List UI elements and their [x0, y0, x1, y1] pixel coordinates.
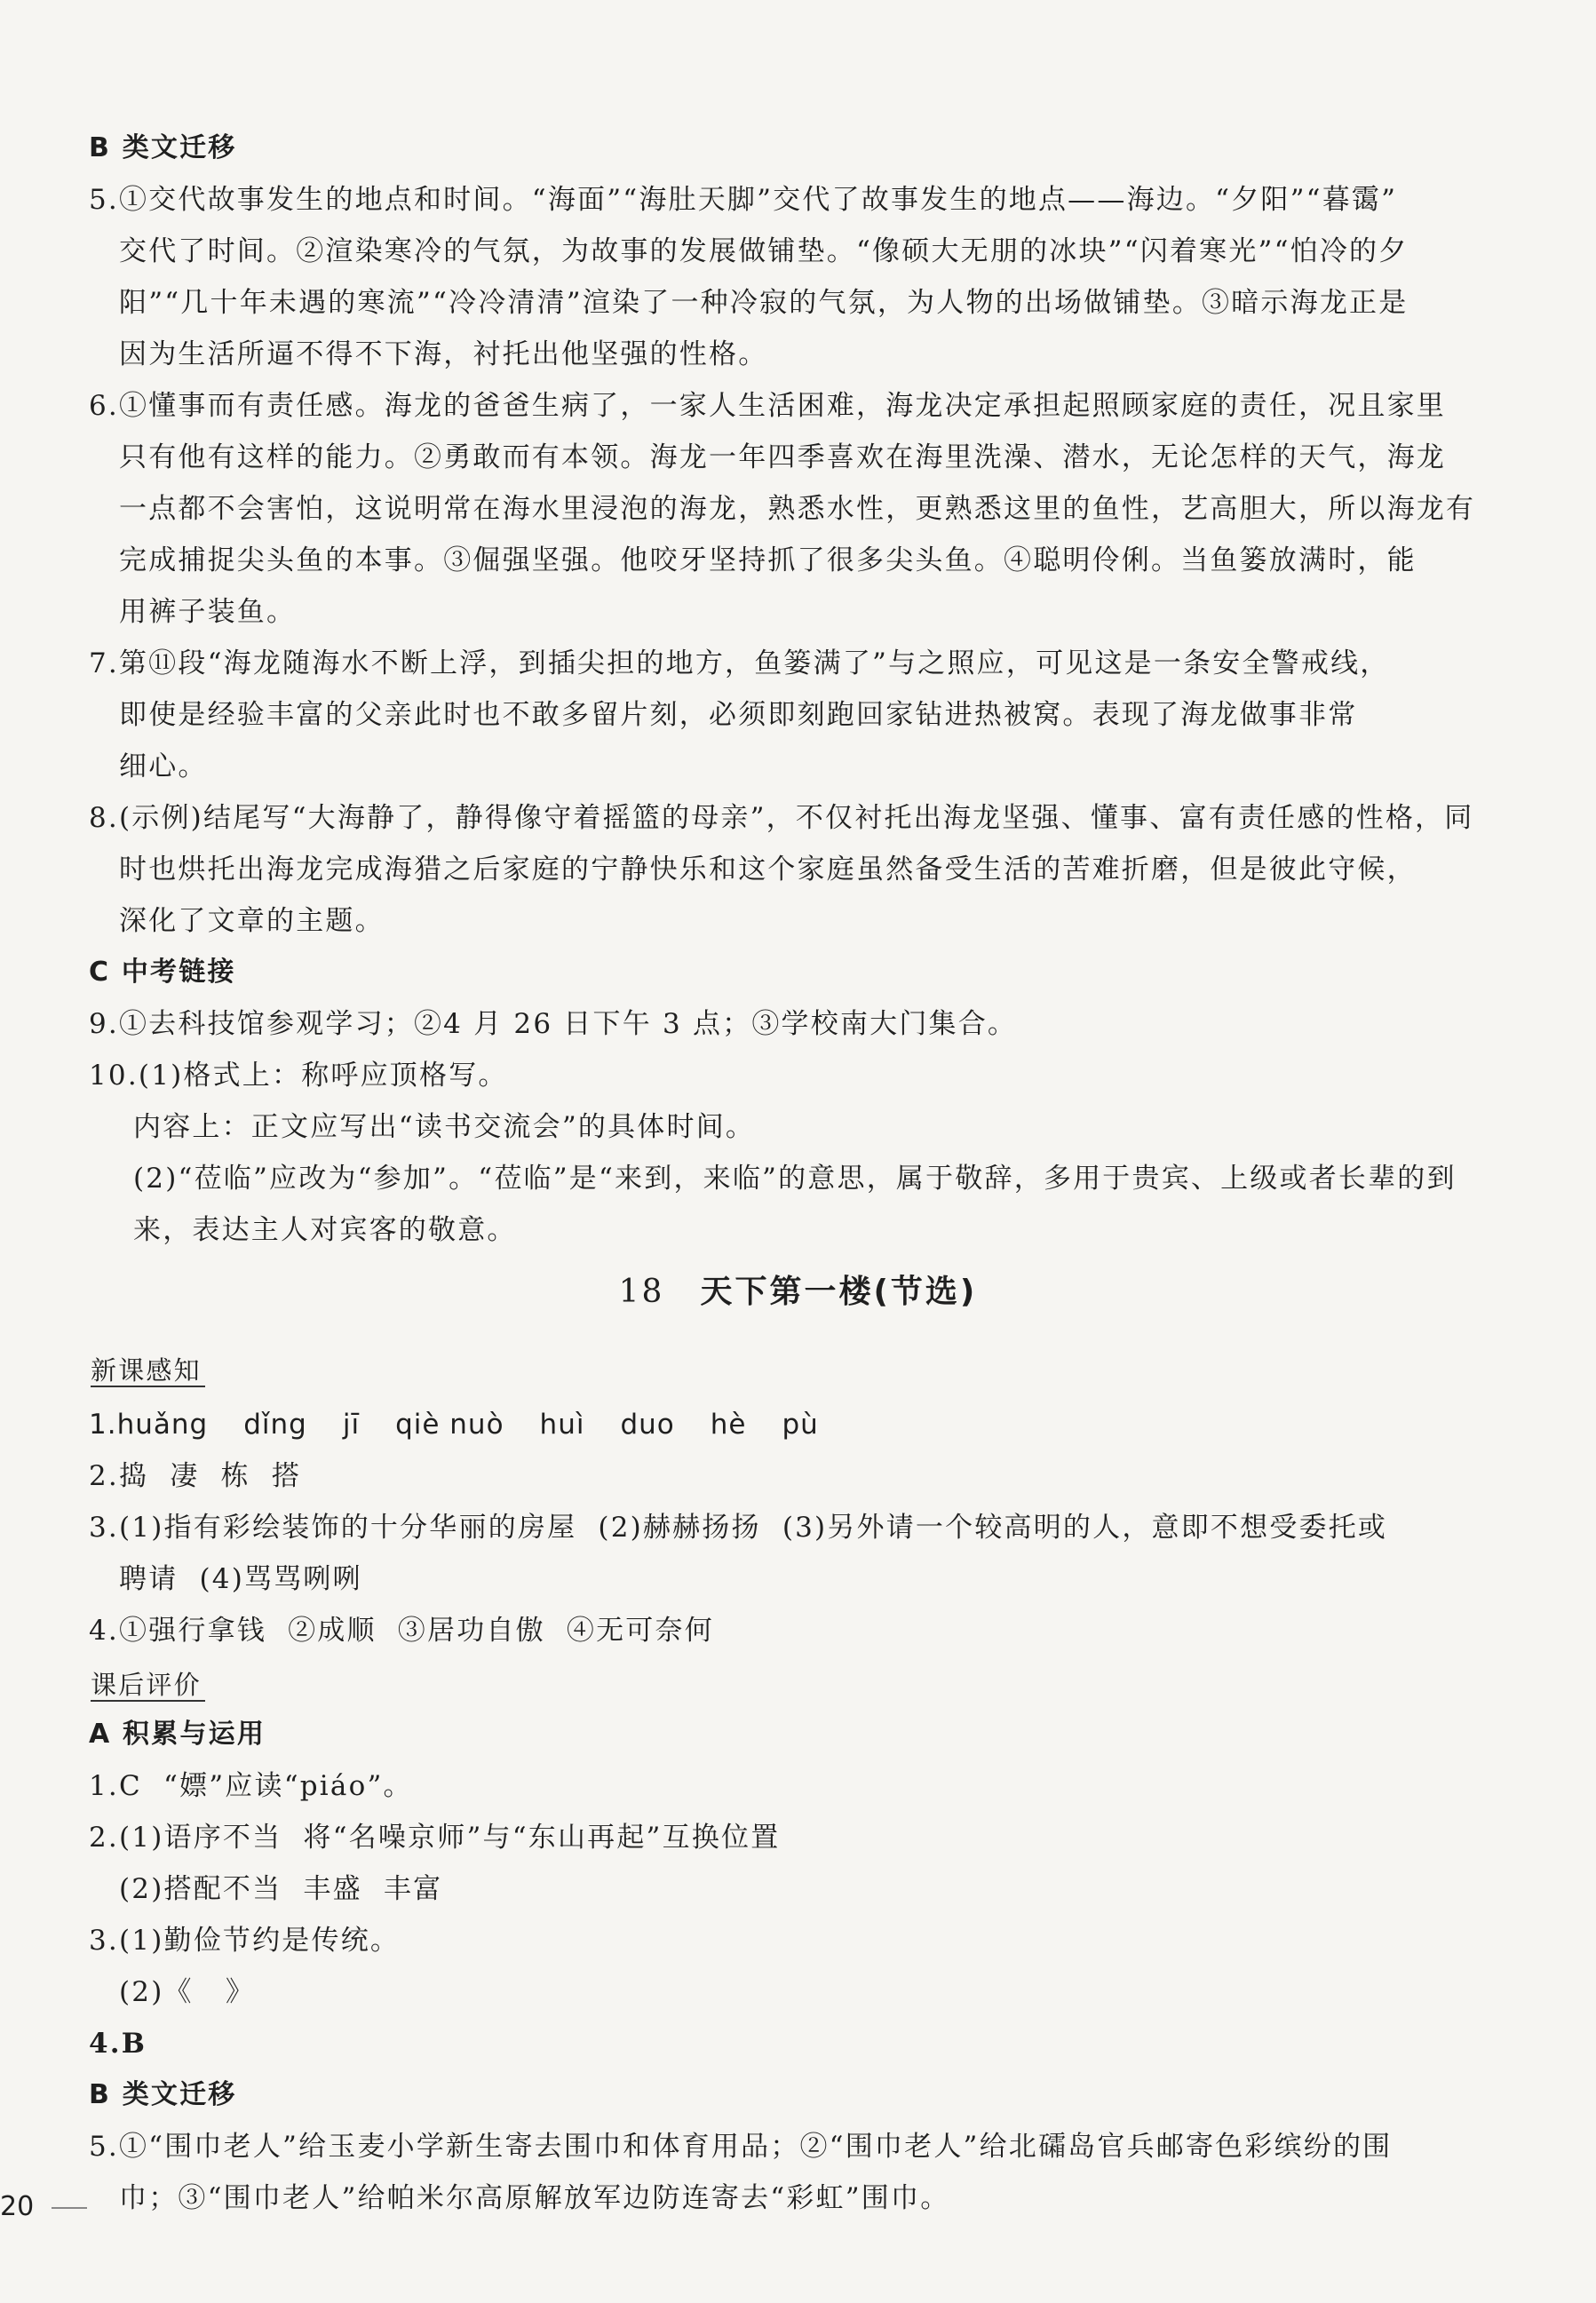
- answer-line: 4.①强行拿钱 ②成顺 ③居功自傲 ④无可奈何: [89, 1615, 714, 1647]
- section-heading-b: B 类文迁移: [89, 132, 237, 163]
- answer-line: 聘请 (4)骂骂咧咧: [119, 1563, 362, 1595]
- lesson-number: 18: [618, 1274, 665, 1310]
- answer-line: (2)《 》: [119, 1976, 256, 2008]
- answer-line: 时也烘托出海龙完成海猎之后家庭的宁静快乐和这个家庭虽然备受生活的苦难折磨，但是彼此守候，: [119, 854, 1417, 885]
- lesson-title: [0, 1266, 1596, 1319]
- pinyin-item: pù: [782, 1409, 819, 1441]
- tag-new-lesson: [91, 1352, 205, 1389]
- answer-line: 只有他有这样的能力。②勇敢而有本领。海龙一年四季喜欢在海里洗澡、潜水，无论怎样的天气，海龙: [119, 441, 1446, 473]
- answer-line: 用裤子装鱼。: [119, 596, 297, 628]
- answer-line: 内容上：正文应写出“读书交流会”的具体时间。: [133, 1111, 756, 1143]
- section-heading-a: A 积累与运用: [89, 1719, 266, 1750]
- pinyin-item: jī: [342, 1409, 361, 1441]
- answer-line: 10.(1)格式上：称呼应顶格写。: [89, 1060, 508, 1092]
- tag-after-class-label: 课后评价: [91, 1670, 205, 1702]
- answer-line: 1.C “嫖”应读“piáo”。: [89, 1770, 413, 1802]
- pinyin-item: dǐng: [243, 1409, 307, 1441]
- pinyin-item: huì: [539, 1409, 585, 1441]
- tag-new-lesson-label: 新课感知: [91, 1355, 205, 1387]
- answer-line: 巾；③“围巾老人”给帕米尔高原解放军边防连寄去“彩虹”围巾。: [119, 2182, 950, 2214]
- answer-line: 2.(1)语序不当 将“名噪京师”与“东山再起”互换位置: [89, 1822, 781, 1854]
- pinyin-label: 1.: [89, 1409, 117, 1441]
- tag-after-class: [91, 1666, 205, 1703]
- pinyin-item: hè: [710, 1409, 747, 1441]
- footer-rule: [52, 2207, 87, 2209]
- answer-line: 深化了文章的主题。: [119, 905, 385, 937]
- answer-line: 即使是经验丰富的父亲此时也不敢多留片刻，必须即刻跑回家钻进热被窝。表现了海龙做事非常: [119, 699, 1358, 731]
- answer-line: 3.(1)勤俭节约是传统。: [89, 1925, 401, 1957]
- answer-line: 3.(1)指有彩绘装饰的十分华丽的房屋 (2)赫赫扬扬 (3)另外请一个较高明的人，意即不想受委托或: [89, 1512, 1388, 1544]
- answer-line: 交代了时间。②渲染寒冷的气氛，为故事的发展做铺垫。“像硕大无朋的冰块”“闪着寒光”“怕冷的夕: [119, 235, 1409, 267]
- page-footer: [0, 2180, 87, 2234]
- answer-line: 细心。: [119, 750, 208, 782]
- page-number: 20: [0, 2191, 35, 2222]
- answer-line: 完成捕捉尖头鱼的本事。③倔强坚强。他咬牙坚持抓了很多尖头鱼。④聪明伶俐。当鱼篓放满时，能: [119, 544, 1417, 576]
- answer-line: 6.①懂事而有责任感。海龙的爸爸生病了，一家人生活困难，海龙决定承担起照顾家庭的责任，况且家里: [89, 390, 1446, 422]
- pinyin-item: qiè nuò: [395, 1409, 504, 1441]
- section-heading-b2: B 类文迁移: [89, 2079, 237, 2110]
- answer-line: 来，表达主人对宾客的敬意。: [133, 1214, 517, 1246]
- answer-line: 5.①交代故事发生的地点和时间。“海面”“海肚天脚”交代了故事发生的地点——海边。“夕阳”“暮霭”: [89, 184, 1398, 216]
- answer-line: (2)“莅临”应改为“参加”。“莅临”是“来到，来临”的意思，属于敬辞，多用于贵宾、上级或者长辈的到: [133, 1163, 1457, 1195]
- section-heading-c: C 中考链接: [89, 957, 236, 988]
- answer-line: 7.第⑪段“海龙随海水不断上浮，到插尖担的地方，鱼篓满了”与之照应，可见这是一条安全警戒线，: [89, 647, 1390, 679]
- answer-line: (2)搭配不当 丰盛 丰富: [119, 1873, 443, 1905]
- answer-line: 4.B: [89, 2028, 147, 2060]
- answer-line: 8.(示例)结尾写“大海静了，静得像守着摇篮的母亲”，不仅衬托出海龙坚强、懂事、富有责任感的性格，同: [89, 802, 1474, 834]
- pinyin-item: huǎng: [116, 1409, 209, 1441]
- pinyin-line: [89, 1399, 854, 1450]
- pinyin-item: duo: [620, 1409, 675, 1441]
- answer-line: 9.①去科技馆参观学习；②4 月 26 日下午 3 点；③学校南大门集合。: [89, 1008, 1018, 1040]
- answer-line: 5.①“围巾老人”给玉麦小学新生寄去围巾和体育用品；②“围巾老人”给北礵岛官兵邮寄色彩缤纷的围: [89, 2131, 1393, 2163]
- answer-line: 阳”“几十年未遇的寒流”“冷冷清清”渲染了一种冷寂的气氛，为人物的出场做铺垫。③暗示海龙正是: [119, 287, 1409, 319]
- answer-line: 2.捣 凄 栋 搭: [89, 1460, 302, 1492]
- answer-line: 因为生活所逼不得不下海，衬托出他坚强的性格。: [119, 338, 768, 370]
- lesson-name: 天下第一楼(节选): [700, 1274, 978, 1310]
- answer-line: 一点都不会害怕，这说明常在海水里浸泡的海龙，熟悉水性，更熟悉这里的鱼性，艺高胆大，所以海龙有: [119, 493, 1476, 525]
